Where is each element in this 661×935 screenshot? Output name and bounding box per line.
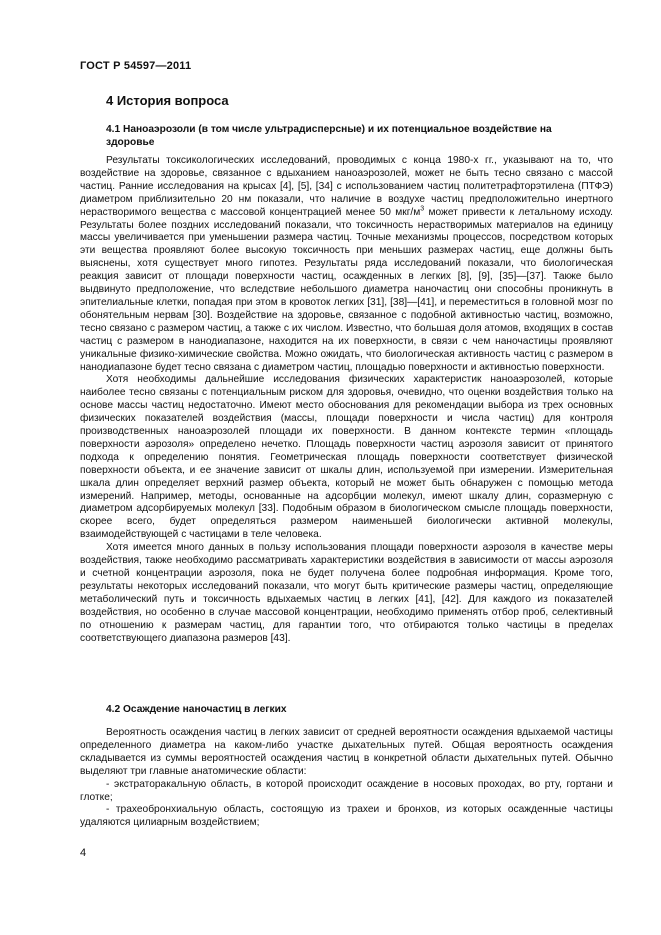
superscript: 3 (420, 205, 425, 213)
section-title: 4 История вопроса (106, 93, 229, 108)
paragraph (80, 155, 613, 374)
paragraph: Вероятность осаждения частиц в легких зависит от средней вероятности осаждения вдыхаемой частицы определенного диаметра на каком-либо участке дыхательных путей. Общая вероятность осаждения складывается из суммы вероятностей осаждения частиц в конкретной области дыхательных путей. Обычно выделяют три главные анатомические области: (80, 727, 613, 777)
paragraph: Хотя необходимы дальнейшие исследования физических характеристик наноаэрозолей, которые наиболее тесно связаны с потенциальным риском для здоровья, очевидно, что оценки воздействия только на основе массы частиц недостаточно. Имеют место обоснования для рекомендации выбора из трех основных физических показателей воздействия (массы, площади поверхности и числа частиц) для контроля производственных наноаэрозолей площади их поверхности. В данном контексте термин «площадь поверхности аэрозоля» определено нечетко. Площадь поверхности частиц аэрозоля зависит от принятого подхода к определению понятия. Геометрическая площадь поверхности соответствует физической поверхности объекта, и ее значение зависит от шкалы длин, используемой при измерении. Измерительная шкала длин определяет верхний размер объекта, который не может быть обнаружен с помощью метода измерений. Например, методы, основанные на адсорбции молекул, имеют шкалу длин, соразмерную с диаметром адсорбируемых молекул [33]. Подобным образом в биологическом смысле площадь поверхности, скорее всего, будет определяться размером наименьшей биологически активной молекулы, взаимодействующей с частицами в теле человека. (80, 374, 613, 541)
subsection-title-4-1: 4.1 Наноаэрозоли (в том числе ультрадисперсные) и их потенциальное воздействие на здоровье (106, 124, 552, 148)
paragraph-text: Результаты токсикологических исследований, проводимых с конца 1980-х гг., указывают на то, что воздействие на здоровье, связанное с вдыханием наноаэрозолей, может не быть тесно связано с массой частиц. Ранние исследования на крысах [4], [5], [34] с использованием частиц политетрафторэтилена (ПТФЭ) диаметром приблизительно 20 нм показали, что наличие в воздухе частиц предположительно инертного нерастворимого вещества с массовой концентрацией менее 50 мкг/м (80, 155, 613, 218)
standard-designation: ГОСТ Р 54597—2011 (80, 60, 192, 72)
list-item: - трахеобронхиальную область, состоящую из трахеи и бронхов, из которых осажденные частицы удаляются цилиарным воздействием; (80, 804, 613, 829)
subsection-4-1-body (80, 155, 613, 645)
region-list (80, 779, 613, 831)
paragraph-text: может привести к летальному исходу. Результаты более поздних исследований показали, что токсичность нерастворимых материалов на единицу массы увеличивается при уменьшении размера частиц. Точные механизмы процессов, посредством которых эти вещества проявляют более высокую токсичность при меньших размерах частиц, еще должны быть выяснены, хотя существует много гипотез. Результаты ряда исследований показали, что биологическая реакция зависит от площади поверхности частиц, осажденных в легких [8], [9], [35]—[37]. Также было выдвинуто предположение, что вследствие небольшого диаметра наночастиц они способны проникнуть в эпителиальные клетки, попадая при этом в кровоток легких [31], [38]—[41], и переместиться в головной мозг по обонятельным нервам [30]. Воздействие на здоровье, связанное с подобной активностью частиц, возможно, тесно связано с размером частиц, а также с их числом. Известно, что большая доля атомов, входящих в состав частиц с размером в нанодиапазоне, находится на их поверхности, в связи с чем наночастицы проявляют уникальные физико-химические свойства. Можно ожидать, что биологическая активность частиц с размером в нанодиапазоне будет тесно связана с диаметром частиц, площадью поверхности и активностью поверхности. (80, 206, 614, 373)
subsection-4-2-body (80, 727, 613, 830)
paragraph: Хотя имеется много данных в пользу использования площади поверхности аэрозоля в качестве меры воздействия, также необходимо рассматривать характеристики воздействия в зависимости от массы аэрозоля и счетной концентрации аэрозоля, пока не будет получена более подробная информация. Кроме того, результаты некоторых исследований показали, что могут быть критические размеры частиц, определяющие метаболический путь и токсичность вдыхаемых частиц в легких [41], [42]. Для каждого из показателей воздействия, но особенно в случае массовой концентрации, необходимо применять отбор проб, селективный по отношению к размерам частиц, для гарантии того, что отбираются только частицы в пределах соответствующего диапазона размеров [43]. (80, 542, 613, 644)
page-number: 4 (80, 847, 87, 859)
subsection-title-4-2: 4.2 Осаждение наночастиц в легких (106, 704, 287, 715)
list-item: - экстраторакальную область, в которой происходит осаждение в носовых проходах, во рту, гортани и глотке; (80, 778, 613, 803)
